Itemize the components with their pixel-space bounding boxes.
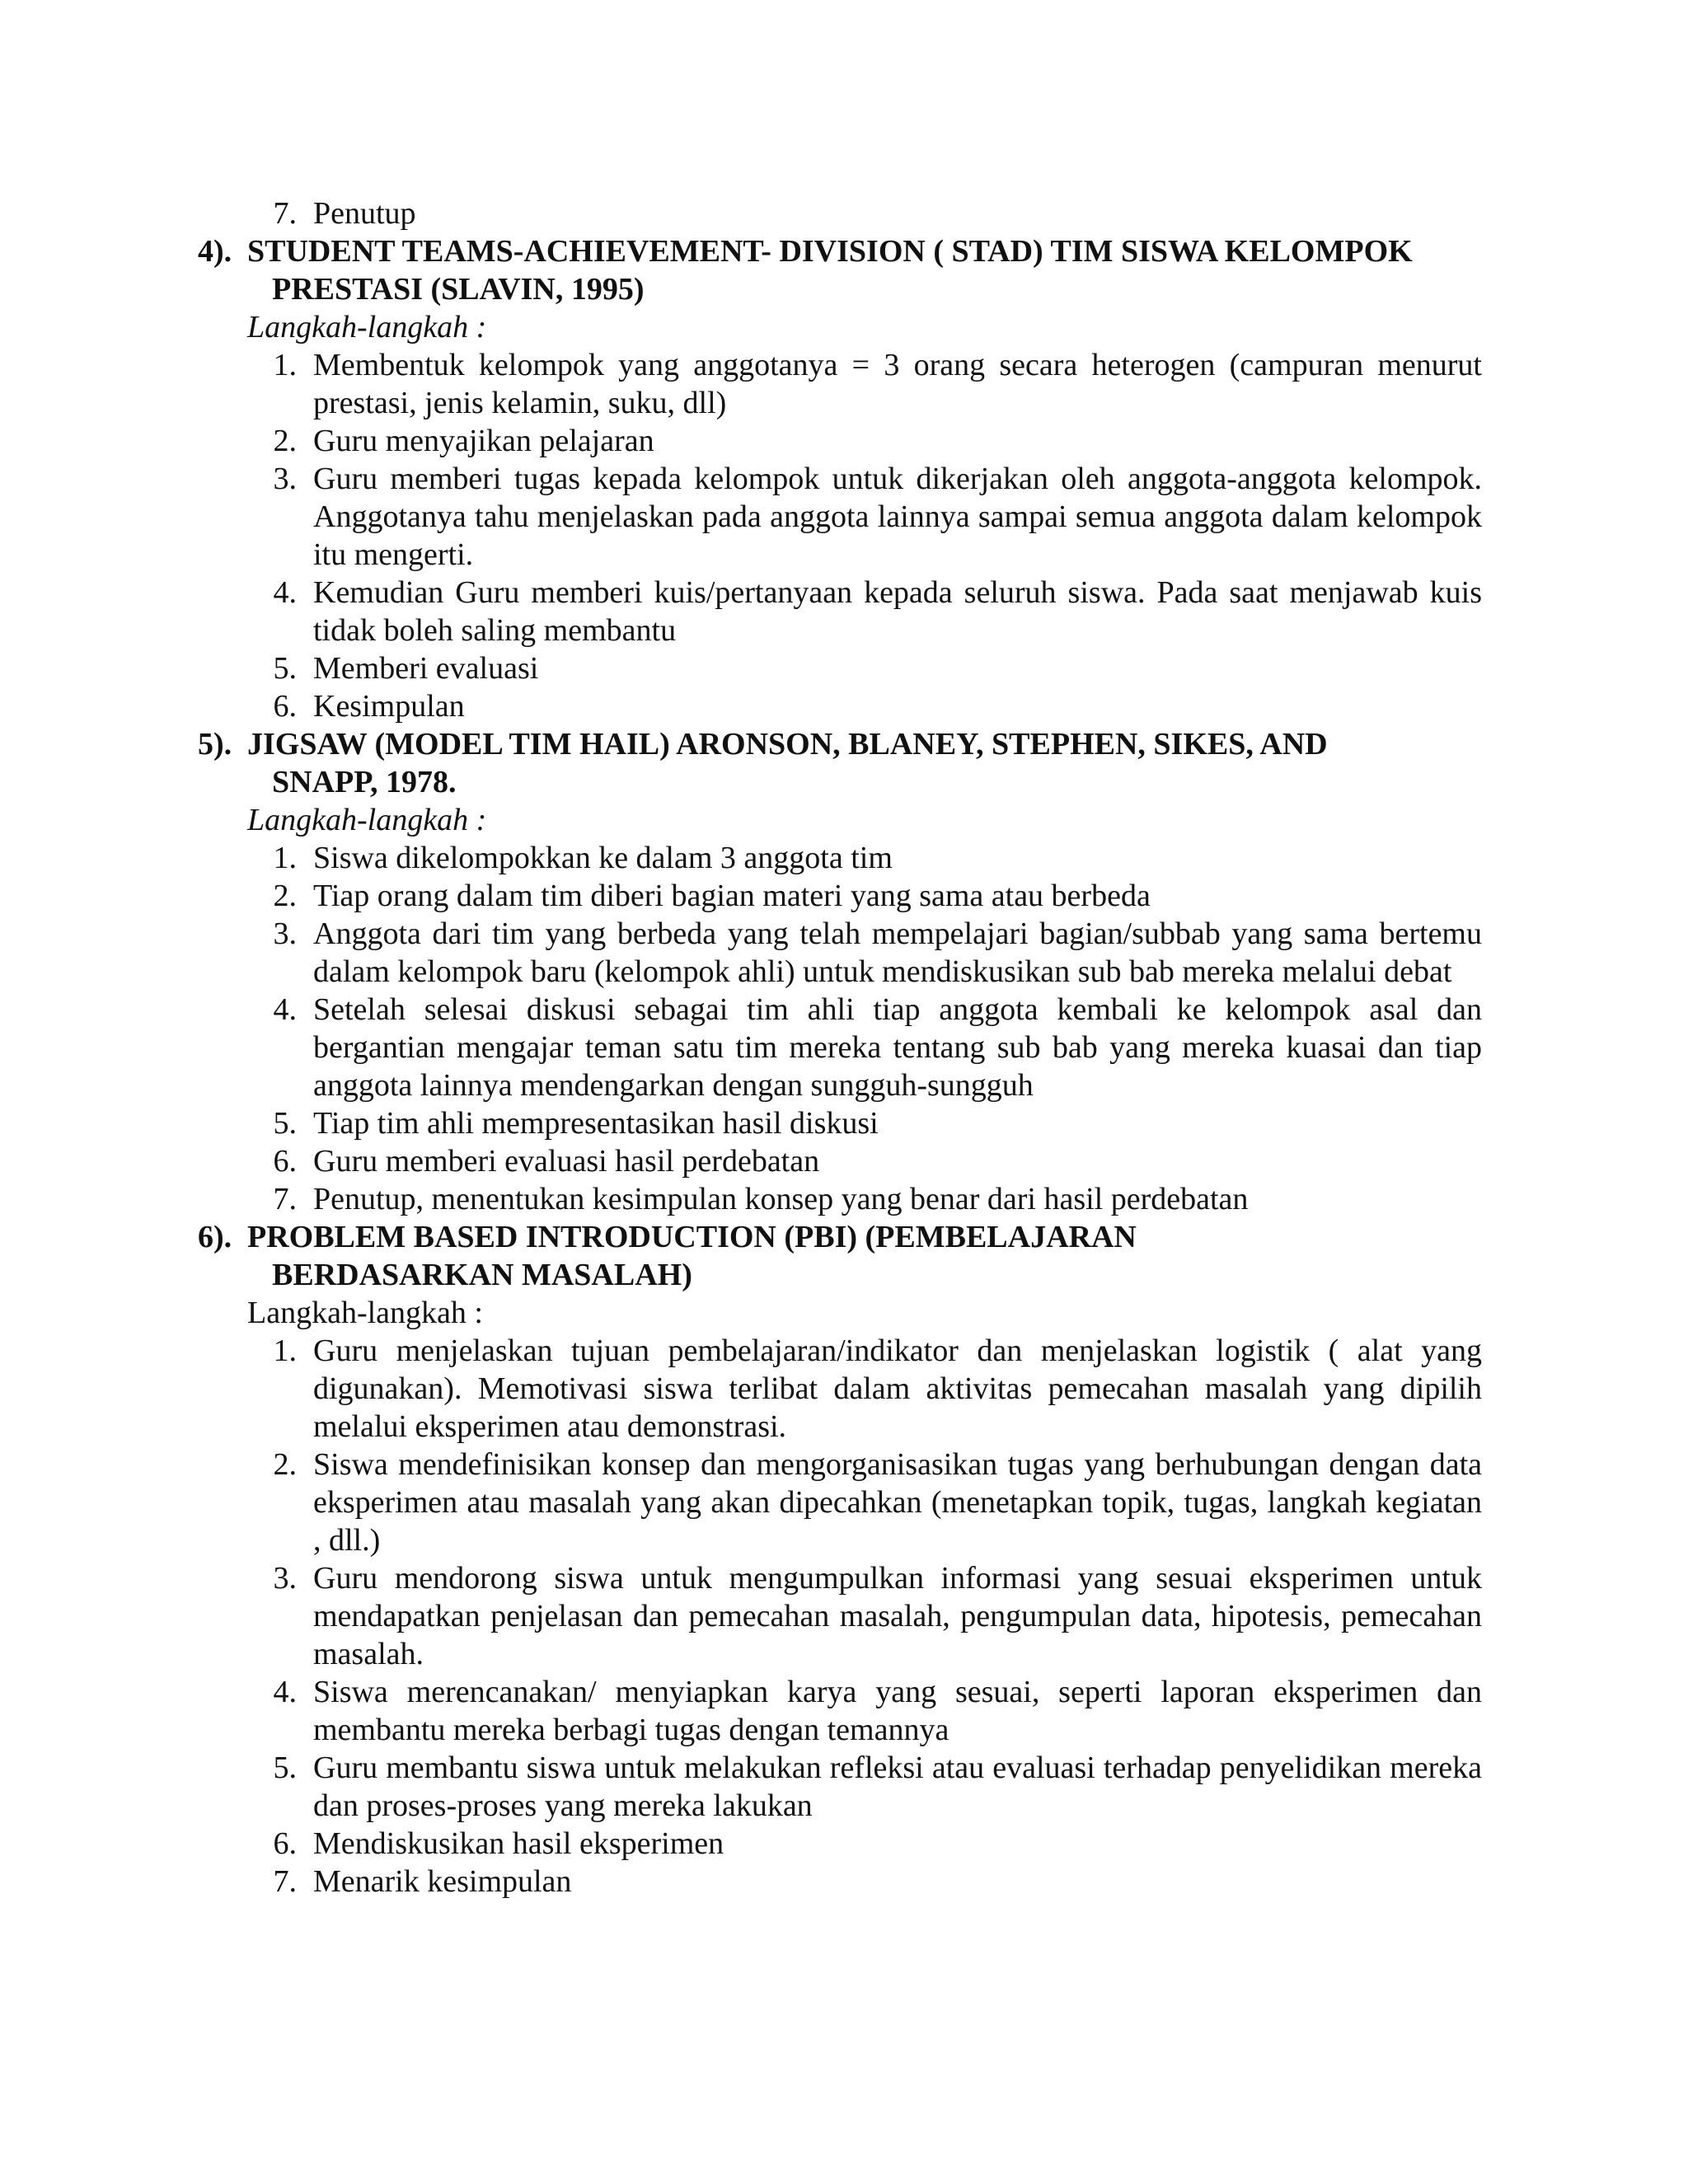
list-item (247, 1749, 1484, 1825)
item-text: Tiap orang dalam tim diberi bagian materi yang sama atau berbeda (313, 879, 1151, 913)
item-text: Guru memberi evaluasi hasil perdebatan (313, 1144, 820, 1179)
list-item (247, 1104, 1484, 1142)
item-number: 4. (273, 575, 297, 610)
item-number: 1. (273, 1333, 297, 1368)
section-title-line1: JIGSAW (MODEL TIM HAIL) ARONSON, BLANEY, STEPHEN, SIKES, AND (247, 727, 1328, 762)
list-item (247, 1825, 1484, 1863)
section-title-line2: PRESTASI (SLAVIN, 1995) (272, 272, 645, 307)
item-number: 3. (273, 1561, 297, 1596)
steps-label: Langkah-langkah : (247, 1296, 483, 1330)
item-text: Guru membantu siswa untuk melakukan refleksi atau evaluasi terhadap penyelidikan mereka dan proses-proses yang mereka lakukan (313, 1750, 1482, 1823)
item-number: 5. (273, 1750, 297, 1785)
item-text: Setelah selesai diskusi sebagai tim ahli tiap anggota kembali ke kelompok asal dan bergantian mengajar teman satu tim mereka tentang sub bab yang mereka kuasai dan tiap anggota lainnya mendengarkan dengan sungguh-sungguh (313, 992, 1482, 1103)
list-item (247, 346, 1484, 422)
list-item (247, 839, 1484, 877)
section-title (247, 725, 1484, 801)
item-text: Guru menjelaskan tujuan pembelajaran/indikator dan menjelaskan logistik ( alat yang digunakan). Memotivasi siswa terlibat dalam aktivitas pemecahan masalah yang dipilih melalui eksperimen atau demonstrasi. (313, 1333, 1482, 1444)
steps-label: Langkah-langkah : (247, 310, 487, 344)
item-text: Anggota dari tim yang berbeda yang telah mempelajari bagian/subbab yang sama bertemu dalam kelompok baru (kelompok ahli) untuk mendiskusikan sub bab mereka melalui debat (313, 916, 1482, 989)
section-number: 4). (198, 234, 232, 269)
item-text: Kesimpulan (313, 689, 465, 724)
item-number: 4. (273, 1675, 297, 1709)
section-heading-6 (198, 1218, 1484, 1294)
item-number: 6. (273, 689, 297, 724)
section-title-line2: BERDASARKAN MASALAH) (272, 1258, 692, 1292)
steps-list (198, 1332, 1484, 1900)
item-number: 7. (273, 1182, 297, 1216)
item-text: Menarik kesimpulan (313, 1864, 572, 1899)
item-text: Guru memberi tugas kepada kelompok untuk dikerjakan oleh anggota-anggota kelompok. Anggotanya tahu menjelaskan pada anggota lainnya sampai semua anggota dalam kelompok itu mengerti. (313, 462, 1482, 572)
item-number: 2. (273, 1447, 297, 1482)
list-item (247, 687, 1484, 725)
item-text: Siswa mendefinisikan konsep dan mengorganisasikan tugas yang berhubungan dengan data eksperimen atau masalah yang akan dipecahkan (menetapkan topik, tugas, langkah kegiatan , dll.) (313, 1447, 1482, 1558)
section-title-line1: PROBLEM BASED INTRODUCTION (PBI) (PEMBELAJARAN (247, 1220, 1137, 1254)
item-number: 2. (273, 879, 297, 913)
section-heading-5 (198, 725, 1484, 801)
item-number: 5. (273, 651, 297, 686)
list-item (247, 991, 1484, 1104)
item-number: 2. (273, 424, 297, 458)
steps-list (198, 346, 1484, 725)
list-item (247, 877, 1484, 915)
item-number: 1. (273, 348, 297, 382)
list-item (247, 915, 1484, 991)
list-item (247, 460, 1484, 574)
list-item (247, 1673, 1484, 1749)
list-item (247, 1332, 1484, 1446)
list-item (198, 194, 1484, 232)
section-number: 5). (198, 727, 232, 762)
item-number: 5. (273, 1106, 297, 1141)
list-item (247, 1559, 1484, 1673)
section-title (247, 232, 1484, 308)
section-title (247, 1218, 1484, 1294)
item-text: Mendiskusikan hasil eksperimen (313, 1826, 724, 1861)
item-number: 6. (273, 1144, 297, 1179)
section-title-line2: SNAPP, 1978. (272, 765, 457, 799)
item-number: 4. (273, 992, 297, 1027)
item-text: Siswa dikelompokkan ke dalam 3 anggota tim (313, 841, 893, 875)
list-item (247, 1180, 1484, 1218)
list-item (247, 574, 1484, 649)
steps-list (198, 839, 1484, 1218)
item-number: 6. (273, 1826, 297, 1861)
item-number: 3. (273, 916, 297, 951)
page-content (198, 194, 1484, 1900)
item-text: Membentuk kelompok yang anggotanya = 3 orang secara heterogen (campuran menurut prestasi, jenis kelamin, suku, dll) (313, 348, 1482, 420)
section-title-line1: STUDENT TEAMS-ACHIEVEMENT- DIVISION ( STAD) TIM SISWA KELOMPOK (247, 234, 1413, 269)
section-number: 6). (198, 1220, 232, 1254)
list-item (247, 1142, 1484, 1180)
list-item (247, 649, 1484, 687)
item-number: 7. (273, 196, 297, 231)
list-item (247, 422, 1484, 460)
item-text: Penutup, menentukan kesimpulan konsep yang benar dari hasil perdebatan (313, 1182, 1249, 1216)
item-text: Kemudian Guru memberi kuis/pertanyaan kepada seluruh siswa. Pada saat menjawab kuis tidak boleh saling membantu (313, 575, 1482, 648)
item-text: Memberi evaluasi (313, 651, 539, 686)
section-heading-4 (198, 232, 1484, 308)
item-number: 3. (273, 462, 297, 496)
item-text: Guru menyajikan pelajaran (313, 424, 654, 458)
item-text: Penutup (313, 196, 416, 231)
steps-label: Langkah-langkah : (247, 803, 487, 837)
item-text: Siswa merencanakan/ menyiapkan karya yang sesuai, seperti laporan eksperimen dan membantu mereka berbagi tugas dengan temannya (313, 1675, 1482, 1747)
item-number: 1. (273, 841, 297, 875)
list-item (247, 1446, 1484, 1559)
item-text: Guru mendorong siswa untuk mengumpulkan informasi yang sesuai eksperimen untuk mendapatkan penjelasan dan pemecahan masalah, pengumpulan data, hipotesis, pemecahan masalah. (313, 1561, 1482, 1671)
item-number: 7. (273, 1864, 297, 1899)
list-item (247, 1863, 1484, 1900)
item-text: Tiap tim ahli mempresentasikan hasil diskusi (313, 1106, 879, 1141)
